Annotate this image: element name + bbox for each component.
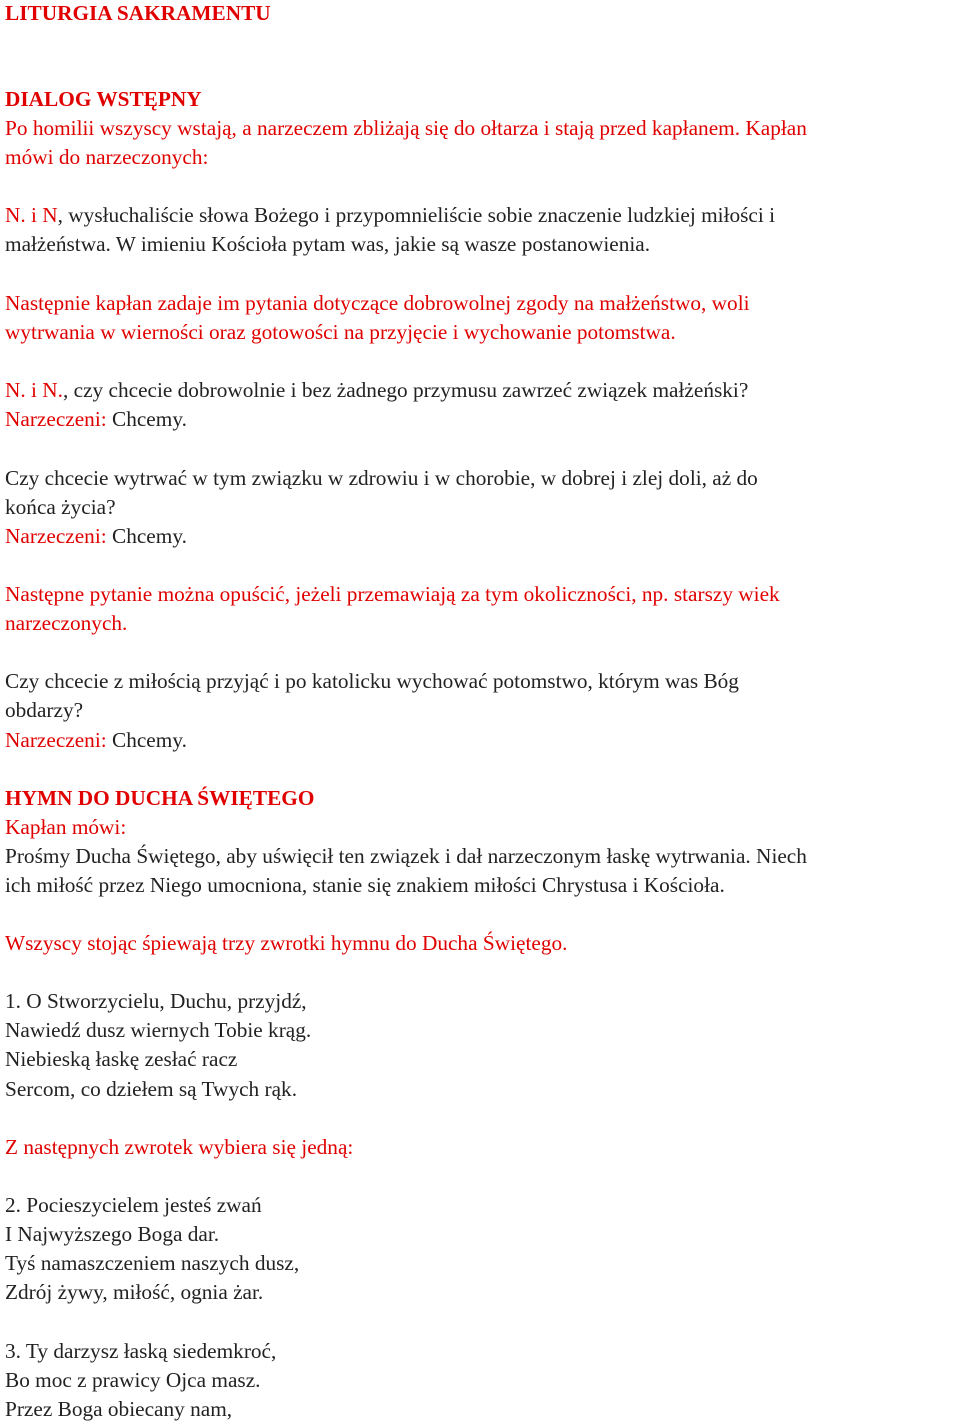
hymn-verse-line: Niebieską łaskę zesłać racz <box>5 1047 238 1071</box>
hymn-verse-line: 3. Ty darzysz łaską siedemkroć, <box>5 1339 277 1363</box>
priest-text-line: N. i N, wysłuchaliście słowa Bożego i przypomnieliście sobie znaczenie ludzkiej miłości i <box>5 203 776 227</box>
names-placeholder: N. i N. <box>5 378 63 402</box>
answer-line: Narzeczeni: Chcemy. <box>5 728 187 752</box>
hymn-verse-line: Bo moc z prawicy Ojca masz. <box>5 1368 261 1392</box>
prayer-line: ich miłość przez Niego umocniona, stanie się znakiem miłości Chrystusa i Kościoła. <box>5 873 725 897</box>
prayer-line: Prośmy Ducha Świętego, aby uświęcił ten związek i dał narzeczonym łaskę wytrwania. Niech <box>5 844 807 868</box>
question-line: obdarzy? <box>5 698 84 722</box>
section-heading-hymn: HYMN DO DUCHA ŚWIĘTEGO <box>5 786 315 810</box>
rubric-line: Następne pytanie można opuścić, jeżeli przemawiają za tym okoliczności, np. starszy wiek <box>5 582 780 606</box>
names-placeholder: N. i N <box>5 203 58 227</box>
rubric-line: Kapłan mówi: <box>5 815 127 839</box>
question-line: Czy chcecie z miłością przyjąć i po katolicku wychować potomstwo, którym was Bóg <box>5 669 739 693</box>
section-heading-dialog: DIALOG WSTĘPNY <box>5 87 202 111</box>
rubric-line: narzeczonych. <box>5 611 128 635</box>
question-line: N. i N., czy chcecie dobrowolnie i bez żadnego przymusu zawrzeć związek małżeński? <box>5 378 749 402</box>
question-line: końca życia? <box>5 495 116 519</box>
answer-line: Narzeczeni: Chcemy. <box>5 524 187 548</box>
rubric-line: Następnie kapłan zadaje im pytania dotyczące dobrowolnej zgody na małżeństwo, woli <box>5 291 750 315</box>
rubric-line: Z następnych zwrotek wybiera się jedną: <box>5 1135 354 1159</box>
hymn-verse-line: I Najwyższego Boga dar. <box>5 1222 220 1246</box>
answer-line: Narzeczeni: Chcemy. <box>5 407 187 431</box>
rubric-line: mówi do narzeczonych: <box>5 145 209 169</box>
hymn-verse-line: 2. Pocieszycielem jesteś zwań <box>5 1193 262 1217</box>
answer-label: Narzeczeni: <box>5 407 107 431</box>
document-title: LITURGIA SAKRAMENTU <box>5 1 271 25</box>
question-line: Czy chcecie wytrwać w tym związku w zdrowiu i w chorobie, w dobrej i zlej doli, aż do <box>5 466 758 490</box>
hymn-verse-line: Nawiedź dusz wiernych Tobie krąg. <box>5 1018 312 1042</box>
hymn-verse-line: Tyś namaszczeniem naszych dusz, <box>5 1251 300 1275</box>
hymn-verse-line: Przez Boga obiecany nam, <box>5 1397 233 1421</box>
answer-label: Narzeczeni: <box>5 728 107 752</box>
rubric-line: Po homilii wszyscy wstają, a narzeczem zbliżają się do ołtarza i stają przed kapłanem. Kapłan <box>5 116 807 140</box>
priest-text-line: małżeństwa. W imieniu Kościoła pytam was, jakie są wasze postanowienia. <box>5 232 651 256</box>
rubric-line: Wszyscy stojąc śpiewają trzy zwrotki hymnu do Ducha Świętego. <box>5 931 568 955</box>
answer-label: Narzeczeni: <box>5 524 107 548</box>
rubric-line: wytrwania w wierności oraz gotowości na przyjęcie i wychowanie potomstwa. <box>5 320 676 344</box>
hymn-verse-line: 1. O Stworzycielu, Duchu, przyjdź, <box>5 989 307 1013</box>
hymn-verse-line: Sercom, co dziełem są Twych rąk. <box>5 1077 298 1101</box>
hymn-verse-line: Zdrój żywy, miłość, ognia żar. <box>5 1280 264 1304</box>
